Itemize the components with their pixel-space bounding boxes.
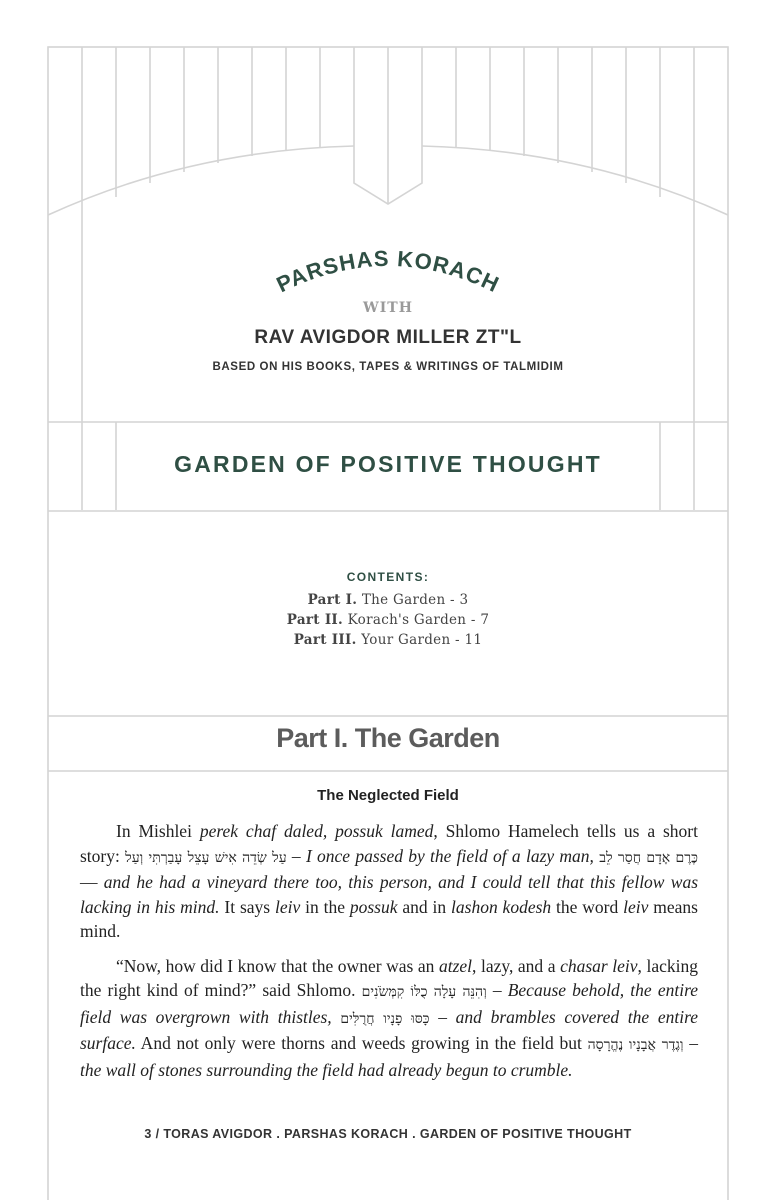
toc-item[interactable]: [48, 612, 728, 628]
toc-item[interactable]: [48, 592, 728, 608]
toc-text: The Garden - 3: [357, 592, 469, 608]
section-heading: Part I. The Garden: [276, 723, 500, 753]
body-text: [80, 819, 698, 1092]
paragraph-1: In Mishlei perek chaf daled, possuk lamed, Shlomo Hamelech tells us a short story: עַל שְׂדֵה אִישׁ עָצֵל עָבַרְתִּי וְעַל – I once passed by the field of a lazy man, כֶּרֶם אָדָם חֲסַר לֵב — and he had a vineyard there too, this person, and I could tell that this fellow was lacking in his mind. It says leiv in the possuk and in lashon kodesh the word leiv means mind.: [80, 821, 699, 941]
rav-name: RAV AVIGDOR MILLER ZT"L: [254, 327, 522, 348]
toc-part: Part III.: [293, 632, 357, 648]
hebrew-quote: כָּסּוּ פָנָיו חֲרֻלִּים: [340, 1010, 430, 1027]
hebrew-quote: כֶּרֶם אָדָם חֲסַר לֵב: [599, 849, 699, 866]
toc-part: Part I.: [307, 592, 358, 608]
based-on-subtitle: BASED ON HIS BOOKS, TAPES & WRITINGS OF TALMIDIM: [212, 361, 564, 373]
hebrew-quote: וְהִנֵּה עָלָה כֻלּוֹ קִמְּשֹׂנִים: [361, 984, 487, 1000]
toc-text: Your Garden - 11: [356, 632, 483, 648]
with-label: WITH: [363, 300, 413, 316]
hebrew-quote: עַל שְׂדֵה אִישׁ עָצֵל עָבַרְתִּי וְעַל: [125, 849, 287, 866]
toc-part: Part II.: [286, 612, 344, 628]
parsha-title: PARSHAS KORACH: [272, 245, 504, 298]
contents-heading: CONTENTS:: [346, 570, 430, 584]
subsection-heading: The Neglected Field: [317, 787, 459, 804]
paragraph-2: “Now, how did I know that the owner was an atzel, lazy, and a chasar leiv, lacking the right kind of mind?” said Shlomo. וְהִנֵּה עָלָה כֻלּוֹ קִמְּשֹׂנִים – Because behold, the entire field was overgrown with thistles, כָּסּוּ פָנָיו חֲרֻלִּים – and brambles covered the entire surface. And not only were thorns and weeds growing in the field but וְגֶדֶר אֲבָנָיו נֶהֱרָסָה – the wall of stones surrounding the field had already begun to crumble.: [80, 955, 699, 1080]
page-footer: 3 / TORAS AVIGDOR . PARSHAS KORACH . GARDEN OF POSITIVE THOUGHT: [144, 1127, 632, 1141]
page-title: GARDEN OF POSITIVE THOUGHT: [174, 451, 602, 477]
toc-item[interactable]: [48, 632, 728, 648]
toc-text: Korach's Garden - 7: [343, 612, 490, 628]
hebrew-quote: וְגֶדֶר אֲבָנָיו נֶהֱרָסָה: [587, 1037, 684, 1053]
svg-text:PARSHAS KORACH: [273, 246, 504, 297]
